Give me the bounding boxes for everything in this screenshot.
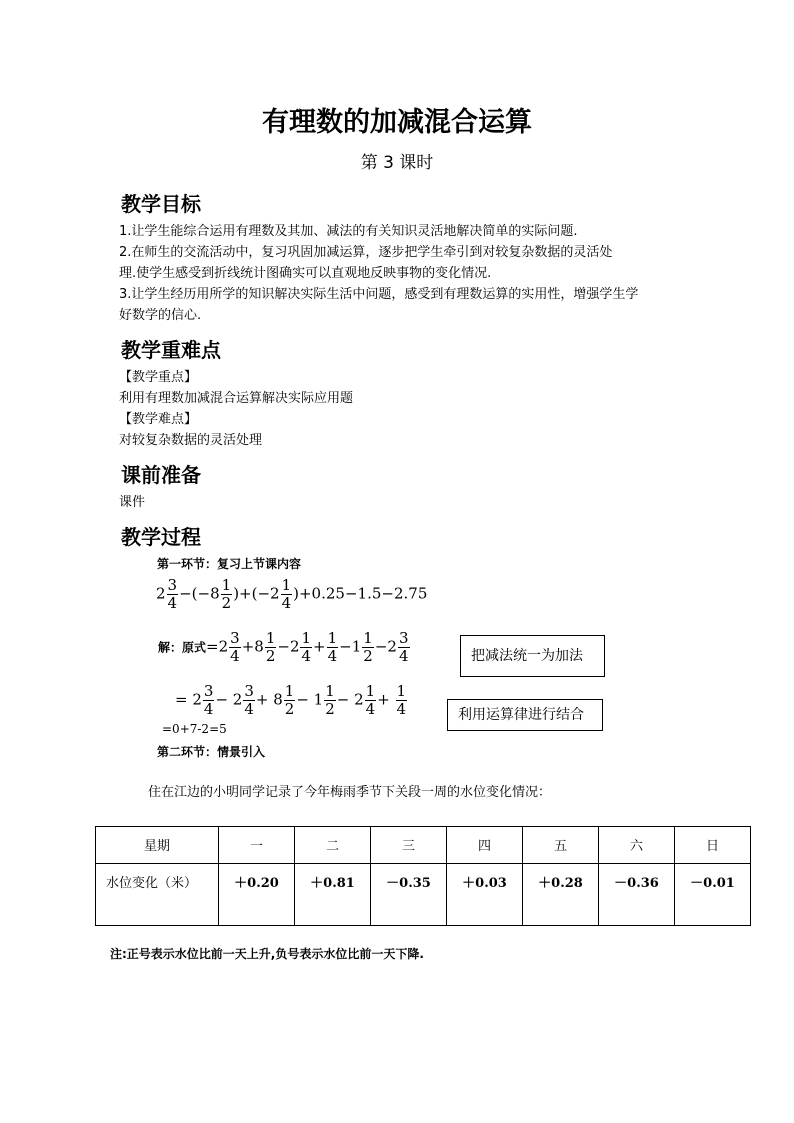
denominator: 4 [203, 700, 214, 718]
numerator: 3 [230, 629, 240, 647]
math-term: 8 [210, 584, 220, 603]
fraction [167, 577, 179, 612]
difficulty-label: 【教学难点】 [119, 412, 198, 427]
numerator: 3 [398, 629, 409, 647]
table-cell: ＋0.03 [447, 864, 523, 926]
annotation-box-1: 把减法统一为加法 [460, 635, 605, 677]
numerator: 1 [363, 629, 373, 647]
numerator: 1 [365, 682, 376, 700]
step1-title: 第一环节：复习上节课内容 [157, 557, 302, 571]
goal-line: 3.让学生经历用所学的知识解决实际生活中问题，感受到有理数运算的实用性，增强学生学 [119, 287, 639, 302]
result-line: =0+7-2=5 [162, 722, 227, 736]
numerator: 1 [301, 629, 312, 647]
process-heading: 教学过程 [121, 525, 201, 549]
math-term: 2 [192, 690, 202, 709]
table-header-cell: 三 [371, 827, 447, 864]
fraction [229, 630, 241, 665]
math-term: 8 [254, 637, 264, 656]
math-term: 2.75 [393, 584, 428, 603]
fraction [396, 683, 408, 718]
fraction [281, 577, 293, 612]
denominator: 4 [398, 647, 409, 665]
table-row-label: 水位变化（米） [96, 864, 219, 926]
numerator: 1 [325, 682, 335, 700]
numerator: 1 [281, 576, 292, 594]
fraction [243, 683, 255, 718]
numerator: 3 [244, 682, 254, 700]
fraction [398, 630, 410, 665]
fraction [365, 683, 377, 718]
fraction [324, 683, 336, 718]
denominator: 4 [301, 647, 312, 665]
goal-line: 1.让学生能综合运用有理数及其加、减法的有关知识灵活地解决简单的实际问题. [119, 224, 578, 239]
key-points-heading: 教学重难点 [121, 338, 221, 362]
fraction [265, 630, 277, 665]
table-cell: ＋0.81 [295, 864, 371, 926]
goal-line: 2.在师生的交流活动中，复习巩固加减运算，逐步把学生牵引到对较复杂数据的灵活处 [119, 245, 613, 260]
numerator: 1 [284, 682, 295, 700]
math-term: 2 [289, 637, 300, 656]
denominator: 4 [167, 594, 178, 612]
water-level-table [95, 826, 751, 926]
table-header-cell: 四 [447, 827, 523, 864]
annotation-box-2: 利用运算律进行结合 [447, 699, 603, 731]
math-term: 2 [218, 637, 229, 656]
numerator: 1 [396, 682, 407, 700]
table-header-cell: 五 [523, 827, 599, 864]
prep-heading: 课前准备 [121, 463, 201, 487]
denominator: 2 [265, 647, 276, 665]
numerator: 1 [327, 629, 338, 647]
denominator: 4 [230, 647, 240, 665]
numerator: 3 [203, 682, 214, 700]
math-term: 2 [232, 690, 243, 709]
difficulty-text: 对较复杂数据的灵活处理 [119, 433, 263, 448]
fraction [362, 630, 374, 665]
table-header-cell: 六 [599, 827, 675, 864]
table-header-cell: 二 [295, 827, 371, 864]
math-term: 2 [387, 637, 397, 656]
numerator: 1 [265, 629, 276, 647]
fraction [327, 630, 339, 665]
table-header-cell: 日 [675, 827, 751, 864]
denominator: 4 [396, 700, 407, 718]
denominator: 2 [284, 700, 295, 718]
solution-line: 解：原式=2 $\frac{3}{4}$ +8 $\frac{1}{2}$ −2 $\frac{1}{4}$ + $\frac{1}{4}$ −1 $\frac{1}{2}$ −2 $\frac{3}{4}$ [158, 629, 409, 665]
fraction [284, 683, 296, 718]
math-term: 1 [351, 637, 362, 656]
step2-title: 第二环节：情景引入 [157, 745, 266, 759]
fraction [203, 683, 215, 718]
solution-line-2: = 2 $\frac{3}{4}$ − 2 $\frac{3}{4}$ + 8 $\frac{1}{2}$ − 1 $\frac{1}{2}$ − 2 $\frac{1}{4}$ + $\frac{1}{4}$ [175, 682, 407, 718]
table-header-cell: 星期 [96, 827, 219, 864]
math-term: 1.5 [357, 584, 382, 603]
table-cell: ＋0.20 [219, 864, 295, 926]
fraction [221, 577, 233, 612]
math-term: 1 [313, 690, 324, 709]
denominator: 4 [244, 700, 254, 718]
footnote: 注:正号表示水位比前一天上升,负号表示水位比前一天下降. [110, 947, 424, 961]
goals-heading: 教学目标 [121, 192, 201, 216]
table-row [96, 864, 751, 926]
table-header-row [96, 827, 751, 864]
denominator: 2 [363, 647, 373, 665]
page-subtitle: 第 3 课时 [360, 153, 434, 173]
focus-label: 【教学重点】 [119, 370, 198, 385]
math-term: 2 [270, 584, 280, 603]
denominator: 4 [327, 647, 338, 665]
table-cell: －0.01 [675, 864, 751, 926]
table-cell: ＋0.28 [523, 864, 599, 926]
math-term: 8 [273, 690, 283, 709]
goals-text [119, 221, 638, 326]
expression: 2 $\frac{3}{4}$ −(−8 $\frac{1}{2}$ )+(−2 $\frac{1}{4}$ )+0.25−1.5−2.75 [156, 576, 428, 612]
page-title: 有理数的加减混合运算 [262, 107, 532, 138]
math-term: 2 [156, 584, 166, 603]
solution-label: 解：原式 [158, 640, 207, 655]
goal-line: 好数学的信心. [119, 308, 202, 323]
numerator: 1 [221, 576, 232, 594]
denominator: 2 [221, 594, 232, 612]
denominator: 4 [281, 594, 292, 612]
denominator: 4 [365, 700, 376, 718]
intro-text: 住在江边的小明同学记录了今年梅雨季节下关段一周的水位变化情况： [148, 785, 552, 800]
math-term: 0.25 [311, 584, 345, 603]
prep-text: 课件 [119, 495, 146, 510]
key-points-text [119, 367, 353, 451]
focus-text: 利用有理数加减混合运算解决实际应用题 [119, 391, 354, 406]
goal-line: 理.使学生感受到折线统计图确实可以直观地反映事物的变化情况. [119, 266, 492, 281]
table-cell: －0.36 [599, 864, 675, 926]
fraction [300, 630, 312, 665]
numerator: 3 [167, 576, 178, 594]
math-term: 2 [354, 690, 364, 709]
denominator: 2 [325, 700, 335, 718]
table-header-cell: 一 [219, 827, 295, 864]
table-cell: －0.35 [371, 864, 447, 926]
